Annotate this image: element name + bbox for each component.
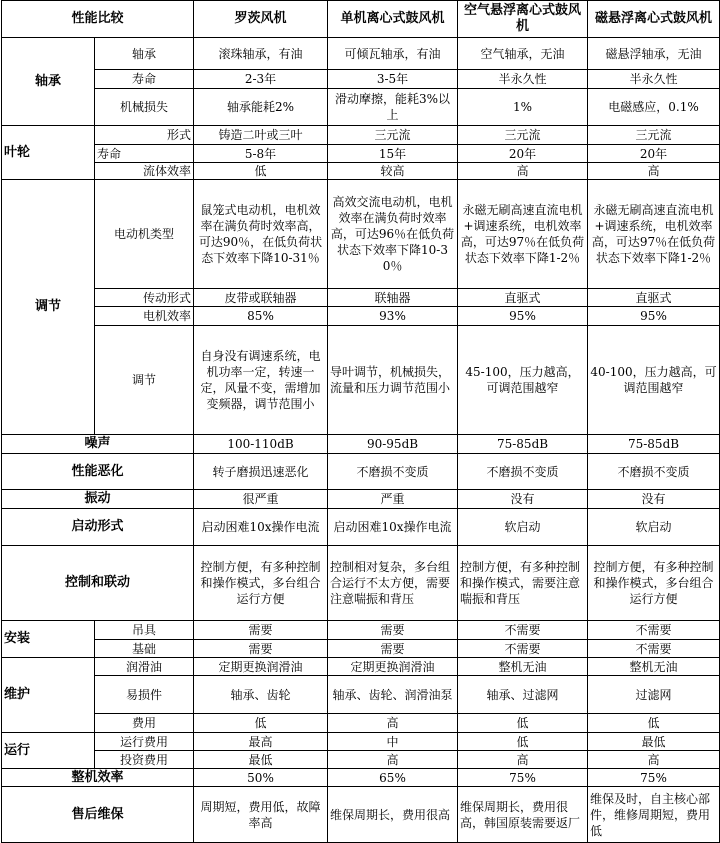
- value-cell: 高效交流电动机，电机效率在满负荷时效率高，可达96％在低负荷状态下效率下降10-30％: [328, 180, 458, 289]
- value-cell: 自身没有调速系统，电机功率一定，转速一定，风量不变，需增加变频器，调节范围小: [194, 326, 328, 435]
- value-cell: 不需要: [458, 621, 588, 640]
- category-cell: 整机效率: [2, 769, 194, 787]
- value-cell: 转子磨损迅速恶化: [194, 454, 328, 490]
- table-row: [2, 751, 720, 769]
- table-row: [2, 435, 720, 454]
- value-cell: 整机无油: [588, 658, 720, 676]
- value-cell: 滚珠轴承，有油: [194, 38, 328, 70]
- value-cell: 空气轴承，无油: [458, 38, 588, 70]
- table-row: [2, 70, 720, 89]
- subcategory-cell: 润滑油: [95, 658, 194, 676]
- subcategory-cell: 费用: [95, 714, 194, 733]
- subcategory-cell: 吊具: [95, 621, 194, 640]
- table-row: [2, 145, 720, 163]
- value-cell: 控制方便，有多种控制和操作模式，需要注意喘振和背压: [458, 546, 588, 621]
- value-cell: 3-5年: [328, 70, 458, 89]
- value-cell: 很严重: [194, 490, 328, 509]
- value-cell: 较高: [328, 163, 458, 180]
- value-cell: 高: [458, 751, 588, 769]
- value-cell: 永磁无刷高速直流电机+调速系统，电机效率高，可达97％在低负荷状态下效率下降1-2％: [588, 180, 720, 289]
- table-row: [2, 676, 720, 714]
- subcategory-cell: 电机效率: [95, 307, 194, 326]
- value-cell: 85%: [194, 307, 328, 326]
- category-cell: 叶轮: [2, 126, 95, 180]
- value-cell: 低: [458, 714, 588, 733]
- value-cell: 最高: [194, 733, 328, 751]
- subcategory-cell: 机械损失: [95, 89, 194, 126]
- value-cell: 15年: [328, 145, 458, 163]
- category-cell: 售后维保: [2, 787, 194, 843]
- value-cell: 轴承能耗2%: [194, 89, 328, 126]
- table-row: [2, 126, 720, 145]
- value-cell: 最低: [194, 751, 328, 769]
- value-cell: 导叶调节，机械损失，流量和压力调节范围小: [328, 326, 458, 435]
- comparison-table: [1, 0, 720, 843]
- value-cell: 高: [328, 751, 458, 769]
- value-cell: 75-85dB: [588, 435, 720, 454]
- table-row: [2, 546, 720, 621]
- value-cell: 93%: [328, 307, 458, 326]
- table-row: [2, 658, 720, 676]
- value-cell: 没有: [588, 490, 720, 509]
- subcategory-cell: 传动形式: [95, 289, 194, 307]
- header-row: [2, 1, 720, 38]
- value-cell: 75-85dB: [458, 435, 588, 454]
- value-cell: 轴承、过滤网: [458, 676, 588, 714]
- category-cell: 性能恶化: [2, 454, 194, 490]
- value-cell: 永磁无刷高速直流电机+调速系统，电机效率高，可达97％在低负荷状态下效率下降1-2％: [458, 180, 588, 289]
- value-cell: 40-100，压力越高，可调范围越窄: [588, 326, 720, 435]
- subcategory-cell: 运行费用: [95, 733, 194, 751]
- header-label: 性能比较: [2, 1, 194, 38]
- value-cell: 没有: [458, 490, 588, 509]
- subcategory-cell: 调节: [95, 326, 194, 435]
- table-row: [2, 769, 720, 787]
- category-cell: 调节: [2, 180, 95, 435]
- table-row: [2, 733, 720, 751]
- table-row: [2, 89, 720, 126]
- value-cell: 软启动: [588, 509, 720, 546]
- value-cell: 整机无油: [458, 658, 588, 676]
- category-cell: 振动: [2, 490, 194, 509]
- value-cell: 联轴器: [328, 289, 458, 307]
- value-cell: 控制方便，有多种控制和操作模式，多台组合运行方便: [588, 546, 720, 621]
- value-cell: 三元流: [328, 126, 458, 145]
- subcategory-cell: 流体效率: [95, 163, 194, 180]
- value-cell: 半永久性: [458, 70, 588, 89]
- value-cell: 不磨损不变质: [328, 454, 458, 490]
- value-cell: 95%: [588, 307, 720, 326]
- value-cell: 三元流: [588, 126, 720, 145]
- table-row: [2, 714, 720, 733]
- table-row: [2, 289, 720, 307]
- value-cell: 严重: [328, 490, 458, 509]
- value-cell: 轴承、齿轮: [194, 676, 328, 714]
- value-cell: 2-3年: [194, 70, 328, 89]
- value-cell: 高: [458, 163, 588, 180]
- value-cell: 启动困难10x操作电流: [328, 509, 458, 546]
- header-air-suspension: 空气悬浮离心式鼓风机: [458, 1, 588, 38]
- value-cell: 可倾瓦轴承，有油: [328, 38, 458, 70]
- category-cell: 运行: [2, 733, 95, 769]
- value-cell: 三元流: [458, 126, 588, 145]
- subcategory-cell: 基础: [95, 640, 194, 658]
- value-cell: 需要: [328, 640, 458, 658]
- table-row: [2, 163, 720, 180]
- value-cell: 不需要: [588, 621, 720, 640]
- value-cell: 控制方便，有多种控制和操作模式，多台组合运行方便: [194, 546, 328, 621]
- table-row: [2, 787, 720, 843]
- value-cell: 中: [328, 733, 458, 751]
- value-cell: 高: [588, 751, 720, 769]
- header-single-centrifugal: 单机离心式鼓风机: [328, 1, 458, 38]
- value-cell: 维保周期长，费用很高，韩国原装需要返厂: [458, 787, 588, 843]
- value-cell: 需要: [328, 621, 458, 640]
- value-cell: 高: [588, 163, 720, 180]
- category-cell: 维护: [2, 658, 95, 733]
- value-cell: 控制相对复杂，多台组合运行不太方便，需要注意喘振和背压: [328, 546, 458, 621]
- value-cell: 需要: [194, 640, 328, 658]
- table-row: [2, 454, 720, 490]
- value-cell: 过滤网: [588, 676, 720, 714]
- value-cell: 维保及时，自主核心部件，维修周期短，费用低: [588, 787, 720, 843]
- category-cell: 控制和联动: [2, 546, 194, 621]
- subcategory-cell: 电动机类型: [95, 180, 194, 289]
- category-cell: 安装: [2, 621, 95, 658]
- table-row: [2, 640, 720, 658]
- table-row: [2, 490, 720, 509]
- value-cell: 低: [194, 163, 328, 180]
- header-maglev: 磁悬浮离心式鼓风机: [588, 1, 720, 38]
- value-cell: 皮带或联轴器: [194, 289, 328, 307]
- value-cell: 5-8年: [194, 145, 328, 163]
- subcategory-cell: 投资费用: [95, 751, 194, 769]
- table-row: [2, 180, 720, 289]
- value-cell: 低: [458, 733, 588, 751]
- value-cell: 1%: [458, 89, 588, 126]
- value-cell: 不磨损不变质: [588, 454, 720, 490]
- value-cell: 95%: [458, 307, 588, 326]
- subcategory-cell: 轴承: [95, 38, 194, 70]
- value-cell: 低: [194, 714, 328, 733]
- value-cell: 定期更换润滑油: [194, 658, 328, 676]
- value-cell: 直驱式: [458, 289, 588, 307]
- value-cell: 半永久性: [588, 70, 720, 89]
- value-cell: 20年: [458, 145, 588, 163]
- value-cell: 不磨损不变质: [458, 454, 588, 490]
- table-row: [2, 38, 720, 70]
- value-cell: 电磁感应，0.1%: [588, 89, 720, 126]
- value-cell: 滑动摩擦，能耗3%以上: [328, 89, 458, 126]
- header-roots-blower: 罗茨风机: [194, 1, 328, 38]
- value-cell: 45-100，压力越高，可调范围越窄: [458, 326, 588, 435]
- category-cell: 噪声: [2, 435, 194, 454]
- table-row: [2, 621, 720, 640]
- value-cell: 65%: [328, 769, 458, 787]
- value-cell: 低: [588, 714, 720, 733]
- subcategory-cell: 寿命: [95, 70, 194, 89]
- value-cell: 定期更换润滑油: [328, 658, 458, 676]
- value-cell: 轴承、齿轮、润滑油泵: [328, 676, 458, 714]
- value-cell: 直驱式: [588, 289, 720, 307]
- value-cell: 50%: [194, 769, 328, 787]
- category-cell: 启动形式: [2, 509, 194, 546]
- value-cell: 90-95dB: [328, 435, 458, 454]
- value-cell: 最低: [588, 733, 720, 751]
- value-cell: 铸造二叶或三叶: [194, 126, 328, 145]
- subcategory-cell: 易损件: [95, 676, 194, 714]
- value-cell: 不需要: [588, 640, 720, 658]
- table-row: [2, 509, 720, 546]
- value-cell: 软启动: [458, 509, 588, 546]
- subcategory-cell: 寿命: [95, 145, 194, 163]
- value-cell: 高: [328, 714, 458, 733]
- value-cell: 20年: [588, 145, 720, 163]
- subcategory-cell: 形式: [95, 126, 194, 145]
- value-cell: 鼠笼式电动机，电机效率在满负荷时效率高，可达90％，在低负荷状态下效率下降10-31％: [194, 180, 328, 289]
- value-cell: 不需要: [458, 640, 588, 658]
- table-row: [2, 307, 720, 326]
- table-row: [2, 326, 720, 435]
- value-cell: 需要: [194, 621, 328, 640]
- value-cell: 启动困难10x操作电流: [194, 509, 328, 546]
- category-cell: 轴承: [2, 38, 95, 126]
- value-cell: 75%: [588, 769, 720, 787]
- value-cell: 75%: [458, 769, 588, 787]
- value-cell: 周期短，费用低，故障率高: [194, 787, 328, 843]
- value-cell: 磁悬浮轴承，无油: [588, 38, 720, 70]
- value-cell: 100-110dB: [194, 435, 328, 454]
- value-cell: 维保周期长，费用很高: [328, 787, 458, 843]
